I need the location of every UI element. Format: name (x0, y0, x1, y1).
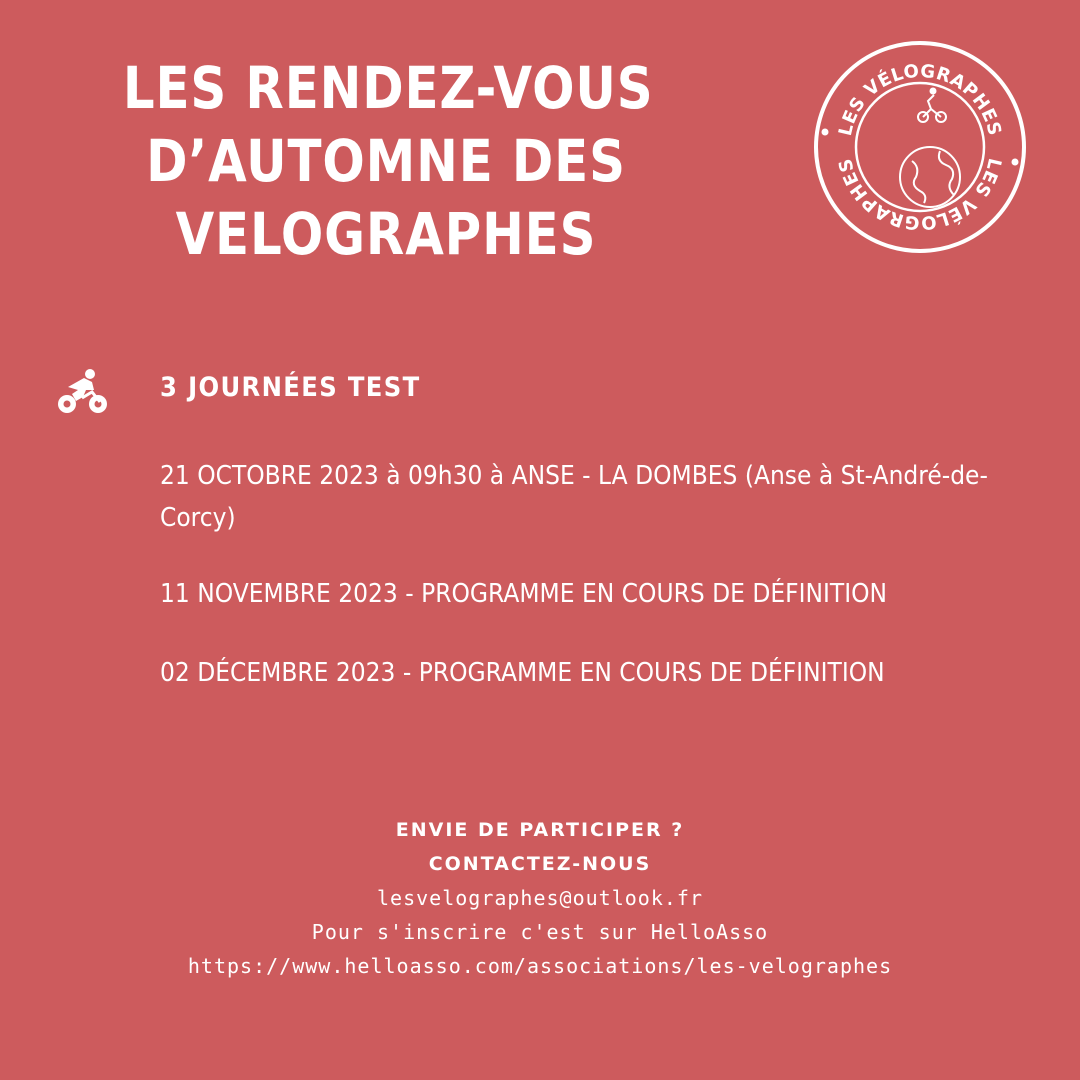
event-item: 21 OCTOBRE 2023 à 09h30 à ANSE - LA DOMBES (Anse à St-André-de-Corcy) (160, 461, 988, 533)
cyclist-icon (56, 368, 110, 416)
title-line-1: LES RENDEZ-VOUS (122, 54, 654, 122)
page-title (122, 52, 654, 271)
signup-url[interactable]: https://www.helloasso.com/associations/les-velographes (187, 954, 893, 978)
event-item: 11 NOVEMBRE 2023 - PROGRAMME EN COURS DE DÉFINITION (160, 579, 888, 609)
velographes-seal-logo (812, 39, 1028, 255)
signup-text: Pour s'inscrire c'est sur HelloAsso (311, 920, 769, 944)
title-line-2: D’AUTOMNE DES (146, 127, 626, 195)
contact-prompt: ENVIE DE PARTICIPER ? (395, 819, 685, 841)
title-line-3: VELOGRAPHES (175, 200, 597, 268)
contact-email[interactable]: lesvelographes@outlook.fr (376, 886, 704, 910)
section-heading: 3 JOURNÉES TEST (160, 372, 421, 403)
seal-bottom-text: LES VÉLOGRAPHES (834, 156, 1006, 234)
contact-block (0, 813, 1080, 983)
contact-us: CONTACTEZ-NOUS (428, 853, 652, 875)
event-item: 02 DÉCEMBRE 2023 - PROGRAMME EN COURS DE DÉFINITION (160, 658, 885, 688)
seal-top-text: LES VÉLOGRAPHES (834, 60, 1006, 138)
